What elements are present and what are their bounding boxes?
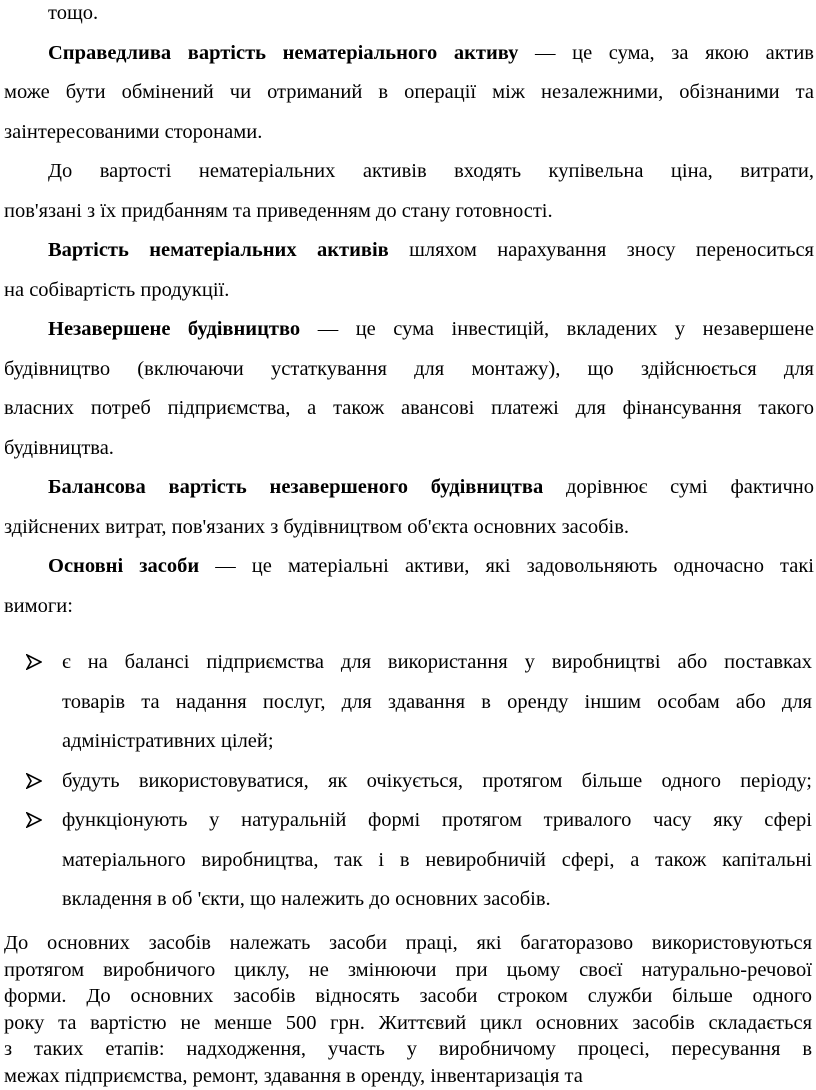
paragraph-5-line-2: здійснених витрат, пов'язаних з будівництвом об'єкта основних засобів. [4, 515, 630, 538]
list-item [0, 643, 812, 762]
paragraph-4-line-1-rest: — це сума інвестицій, вкладених у незавершене [300, 318, 814, 340]
bottom-line-4: року та вартістю не менше 500 грн. Життєвий цикл основних засобів складається [4, 1011, 812, 1034]
list-item-3-line-1: функціонують у натуральній формі протягом тривалого часу яку сфері [62, 809, 812, 831]
list-item-2-line-1: будуть використовуватися, як очікується, протягом більше одного періоду; [62, 769, 812, 792]
paragraph-2-line-2: пов'язані з їх придбанням та приведенням до стану готовності. [4, 199, 553, 222]
arrowhead-bullet-icon [26, 773, 42, 789]
main-text [4, 0, 814, 626]
term-book-value: Балансова вартість незавершеного будівництва [48, 476, 544, 498]
paragraph-fair-value [4, 34, 814, 153]
paragraph-3-line-1-rest: шляхом нарахування зносу переноситься [388, 239, 814, 261]
paragraph-4-line-4: будівництва. [4, 436, 114, 459]
term-construction: Незавершене будівництво [48, 318, 301, 340]
paragraph-3-line-2: на собівартість продукції. [4, 278, 230, 301]
list-item-3-line-2: матеріального виробництва, так і в невиробничій сфері, а також капітальні [62, 848, 812, 871]
paragraph-3-line-1 [4, 231, 814, 271]
paragraph-4-line-1 [4, 310, 814, 350]
paragraph-book-value [4, 468, 814, 547]
paragraph-1-line-1 [4, 34, 814, 74]
list-item-3-line-3: вкладення в об 'єкти, що належить до основних засобів. [62, 888, 551, 910]
list-item [0, 801, 812, 920]
paragraph-construction [4, 310, 814, 468]
paragraph-intangible-cost [4, 152, 814, 231]
paragraph-4-line-2: будівництво (включаючи устаткування для монтажу), що здійснюється для [4, 357, 814, 380]
list-item-1-line-2: товарів та надання послуг, для здавання в оренду іншим особам або для [62, 690, 812, 713]
term-fixed-assets: Основні засоби [48, 555, 200, 577]
bottom-line-3: форми. До основних засобів відносять засоби строком служби більше одного [4, 985, 812, 1007]
paragraph-2-line-1: До вартості нематеріальних активів входять купівельна ціна, витрати, [48, 160, 814, 182]
paragraph-1-line-3: заінтересованими сторонами. [4, 120, 263, 143]
list-item-1-line-3: адміністративних цілей; [62, 730, 274, 752]
bottom-line-1: До основних засобів належать засоби праці, які багаторазово використовуються [4, 932, 812, 954]
paragraph-5-line-1 [4, 468, 814, 508]
term-intangible-value: Вартість нематеріальних активів [48, 239, 389, 261]
list-item [0, 762, 812, 802]
paragraph-6-line-1-rest: — це матеріальні активи, які задовольняють одночасно такі [199, 555, 815, 577]
bottom-line-6: межах підприємства, ремонт, здавання в оренду, інвентаризація та [4, 1064, 583, 1087]
paragraph-intangible-value [4, 231, 814, 310]
paragraph-0-line-1: тощо. [48, 2, 99, 24]
arrowhead-bullet-icon [26, 812, 42, 828]
paragraph-fixed-assets [4, 547, 814, 626]
bottom-line-5: з таких етапів: надходження, участь у виробничому процесі, пересування в [4, 1038, 812, 1060]
paragraph-5-line-1-rest: дорівнює сумі фактично [543, 476, 814, 498]
bottom-line-2: протягом виробничого циклу, не змінюючи при цьому своєї натурально-речової [4, 958, 812, 981]
paragraph-6-line-2: вимоги: [4, 594, 73, 617]
requirements-list [0, 643, 816, 920]
term-fair-value: Справедлива вартість нематеріального активу [48, 41, 519, 64]
paragraph-1-line-1-rest: — це сума, за якою актив [518, 41, 814, 64]
list-item-1-line-1: є на балансі підприємства для використання у виробництві або поставках [62, 651, 812, 673]
fixed-assets-description [4, 930, 812, 1089]
arrowhead-bullet-icon [26, 654, 42, 670]
paragraph-1-line-2: може бути обмінений чи отриманий в операції між незалежними, обізнаними та [4, 81, 814, 103]
paragraph-4-line-3: власних потреб підприємства, а також авансові платежі для фінансування такого [4, 397, 814, 419]
paragraph-6-line-1 [4, 547, 814, 587]
